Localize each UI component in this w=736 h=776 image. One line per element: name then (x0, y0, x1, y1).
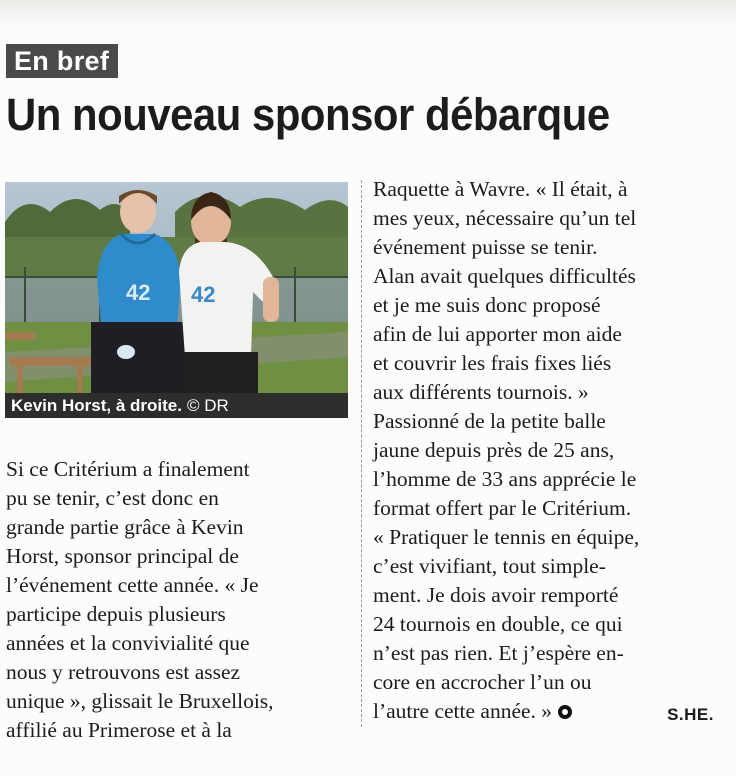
text-line: Si ce Critérium a finalement (6, 457, 250, 481)
text-line: nous y retrouvons est assez (6, 660, 241, 684)
text-line: événement puisse se tenir. (373, 235, 598, 259)
section-tag: En bref (6, 44, 118, 78)
article-column-2 (373, 175, 639, 726)
text-line: et couvrir les frais fixes liés (373, 351, 612, 375)
text-line: afin de lui apporter mon aide (373, 322, 622, 346)
headline: Un nouveau sponsor débarque (6, 89, 610, 140)
text-line: années et la convivialité que (6, 631, 250, 655)
text-line: aux différents tournois. » (373, 380, 589, 404)
caption-credit: © DR (186, 396, 229, 415)
text-line: l’homme de 33 ans apprécie le (373, 467, 637, 491)
text-line: Alan avait quelques difficultés (373, 264, 636, 288)
text-line: participe depuis plusieurs (6, 602, 226, 626)
text-line: affilié au Primerose et à la (6, 718, 232, 742)
text-line: Raquette à Wavre. « Il était, à (373, 177, 628, 201)
text-line: core en accrocher l’un ou (373, 670, 592, 694)
photo-caption (5, 393, 348, 418)
text-line: l’événement cette année. « Je (6, 573, 259, 597)
text-line: « Pratiquer le tennis en équipe, (373, 525, 640, 549)
text-line: grande partie grâce à Kevin (6, 515, 244, 539)
text-line: et je me suis donc proposé (373, 293, 601, 317)
text-line: Horst, sponsor principal de (6, 544, 239, 568)
text-line: ment. Je dois avoir remporté (373, 583, 619, 607)
text-line: 24 tournois en double, ce qui (373, 612, 623, 636)
shirt-number-right: 42 (191, 282, 216, 307)
text-line: format offert par le Critérium. (373, 496, 632, 520)
text-line: jaune depuis près de 25 ans, (373, 438, 615, 462)
text-line: c’est vivifiant, tout simple- (373, 554, 606, 578)
text-line: n’est pas rien. Et j’espère en- (373, 641, 624, 665)
caption-name: Kevin Horst, à droite. (11, 396, 182, 415)
text-line: mes yeux, nécessaire qu’un tel (373, 206, 637, 230)
last-text-line (373, 697, 639, 726)
shirt-number-left: 42 (126, 280, 151, 305)
article-photo (5, 182, 348, 393)
article-column-1 (6, 455, 274, 745)
column-divider (361, 180, 362, 727)
page-top-band (0, 0, 736, 28)
text-line: pu se tenir, c’est donc en (6, 486, 219, 510)
text-line: unique », glissait le Bruxellois, (6, 689, 274, 713)
text-line: Passionné de la petite balle (373, 409, 606, 433)
end-of-article-icon (558, 705, 572, 719)
text-line-content: l’autre cette année. » (373, 699, 553, 723)
author-signature: S.HE. (667, 705, 714, 724)
